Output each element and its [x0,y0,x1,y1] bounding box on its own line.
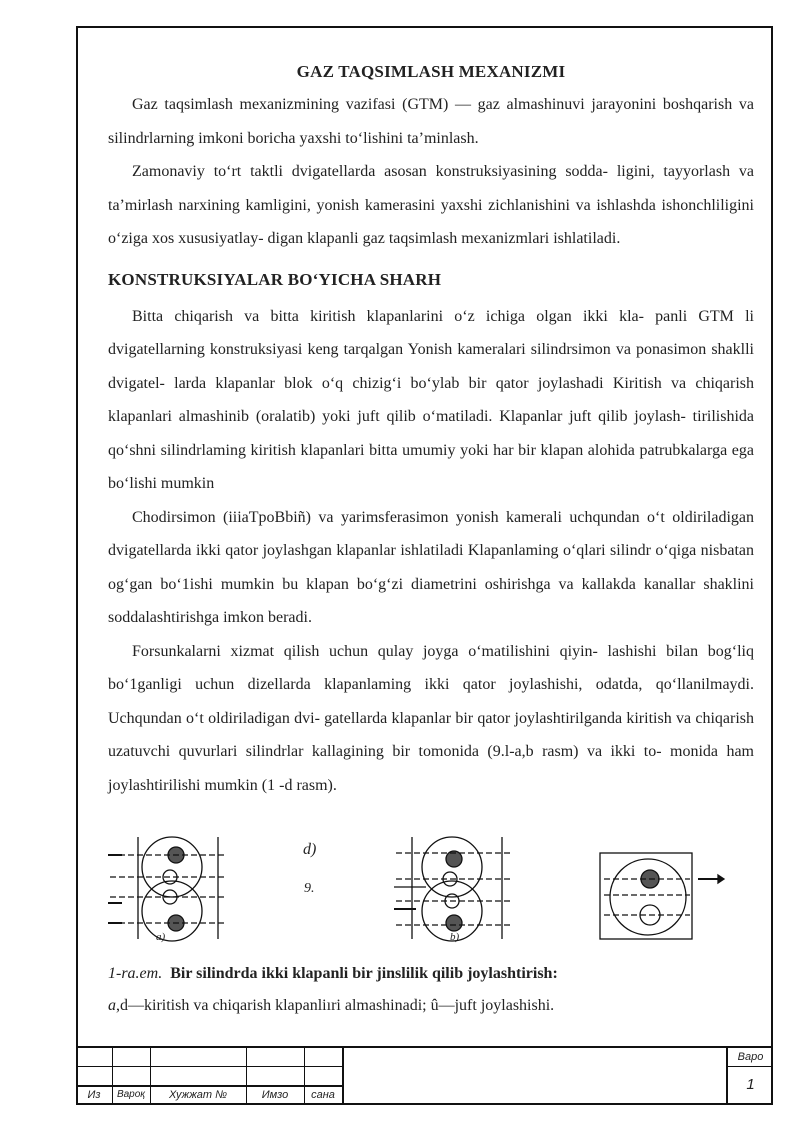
document-body [108,62,754,802]
figure-b-label: b) [450,931,460,943]
section-heading: KONSTRUKSIYALAR BO‘YICHA SHARH [108,269,442,289]
section-paragraph-2: Chodirsimon (iiiaTpoBbiñ) va yarimsferasimon yonish kamerali uchqundan o‘t oldiriladigan dvigatellarda ikki qator joylashgan klapanlar ishlatiladi Klapanlaming o‘qlari silindr o‘qiga nisbatan og‘gan bo‘1ishi mumkin bu klapan bo‘g‘zi diametrini oshirishga va kallakda kanallar shaklini soddalashtirishga imkon beradi. [108,508,754,626]
title-block-imzo: Имзо [261,1089,289,1101]
title-block-iz: Из [87,1089,101,1101]
caption-line-2 [108,990,754,1022]
figure-9-label: 9. [304,881,315,896]
document-title: GAZ TAQSIMLASH MEXANIZMI [296,62,566,81]
intro-paragraph-2: Zamonaviy to‘rt taktli dvigatellarda asosan konstruksiyasining sodda- ligini, tayyorlash va ta’mirlash narxining kamligini, yonish kamerasini yaxshi zichlanishini va ishlashda ishonchliligini o‘ziga xos xususiyatlay- digan klapanli gaz taqsimlash mexanizmlari ishlatiladi. [108,163,754,247]
title-block-hujjat: Хужжат № [168,1089,228,1101]
title-block-sana: сана [311,1089,335,1101]
title-block-varoq: Вароқ [116,1089,146,1100]
title-block-varo-label: Варо [737,1051,764,1063]
figure-caption [108,958,754,1022]
figure-row [100,835,740,950]
figure-a-label: a) [156,931,166,943]
figure-d-label: d) [303,841,317,858]
caption-label: 1-ra.em. [108,965,163,982]
page-number: 1 [746,1076,755,1093]
figure-c-drawing [598,849,728,943]
caption-line2-italic: a [108,997,116,1014]
caption-line2-text: ,d—kiritish va chiqarish klapanliıri almashinadi; û—juft joylashishi. [116,997,555,1014]
intro-paragraph-1: Gaz taqsimlash mexanizmining vazifasi (GTM) — gaz almashinuvi jarayonini boshqarish va silindrlarning imkoni boricha yaxshi to‘lishini ta’minlash. [108,96,754,147]
title-block [76,1046,773,1105]
section-paragraph-1: Bitta chiqarish va bitta kiritish klapanlarini o‘z ichiga olgan ikki kla- panli GTM li dvigatellarning konstruksiyasi keng tarqalgan Yonish kameralari silindrsimon va ponasimon shaklli dvigatel- larda klapanlar blok o‘q chizig‘i bo‘ylab bir qator joylashadi Kiritish va chiqarish klapanlari almashinib (oralatib) yoki juft qilib o‘matiladi. Klapanlar juft qilib joylash- tirilishida qo‘shni silindrlaming kiritish klapanlari bitta umumiy yoki har bir klapan alohida patrubkalarga ega bo‘lishi mumkin [108,307,754,492]
section-paragraph-3: Forsunkalarni xizmat qilish uchun qulay joyga o‘matilishini qiyin- lashishi bilan bog‘liq bo‘1ganligi uchun dizellarda klapanlaming ikki qator joylashishi, odatda, qo‘llanilmaydi. Uchqundan o‘t oldiriladigan dvi- gatellarda klapanlar bir qator joylashtirilganda kiritish va chiqarish uzatuvchi quvurlari silindrlar kallagining bir tomonida (9.l-a,b rasm) va ikki to- monida ham joylashtirilishi mumkin (1 -d rasm). [108,642,754,794]
caption-bold-text: Bir silindrda ikki klapanli bir jinslilik qilib joylashtirish: [170,965,558,982]
caption-line-1 [108,958,754,990]
